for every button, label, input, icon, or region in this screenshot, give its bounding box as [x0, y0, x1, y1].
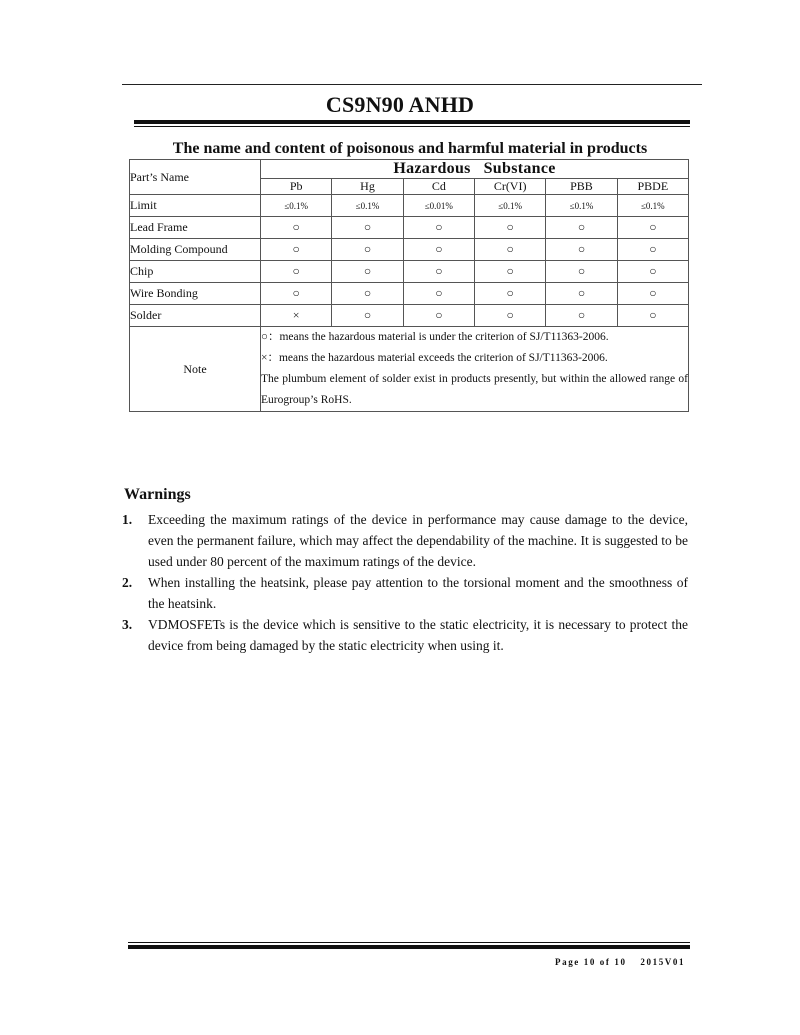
table-cell: ○: [403, 261, 474, 283]
footer-rule-thick: [128, 945, 690, 949]
note-line: ×：means the hazardous material exceeds the criterion of SJ/T11363-2006.: [261, 352, 608, 364]
table-row: [130, 283, 689, 305]
warning-text: Exceeding the maximum ratings of the device in performance may cause damage to the device, even the permanent failure, which may affect the dependability of the machine. It is suggested to be used under 80 percent of the maximum ratings of the device.: [148, 512, 688, 569]
limit-value: ≤0.1%: [261, 195, 332, 217]
limit-value: ≤0.1%: [332, 195, 403, 217]
footer-rule-thin: [128, 942, 690, 943]
table-cell: ○: [546, 217, 617, 239]
table-cell: ○: [474, 261, 545, 283]
hazardous-substance-table: [129, 159, 689, 412]
limit-row: [130, 195, 689, 217]
table-cell: ○: [546, 239, 617, 261]
part-name: Lead Frame: [130, 217, 261, 239]
table-cell: ○: [403, 283, 474, 305]
table-cell: ×: [261, 305, 332, 327]
table-cell: ○: [617, 217, 688, 239]
table-cell: ○: [332, 283, 403, 305]
table-cell: ○: [332, 305, 403, 327]
table-cell: ○: [474, 217, 545, 239]
table-cell: ○: [261, 239, 332, 261]
substance-header: PBDE: [617, 179, 688, 195]
table-cell: ○: [332, 261, 403, 283]
limit-value: ≤0.01%: [403, 195, 474, 217]
substance-header: PBB: [546, 179, 617, 195]
table-cell: ○: [403, 217, 474, 239]
warning-number: 2.: [122, 575, 133, 590]
table-cell: ○: [617, 305, 688, 327]
note-body: [261, 327, 689, 412]
header-rule: [122, 84, 702, 85]
table-cell: ○: [617, 239, 688, 261]
substance-header: Pb: [261, 179, 332, 195]
table-cell: ○: [474, 283, 545, 305]
page-number: Page 10 of 10: [555, 957, 627, 967]
warning-number: 3.: [122, 617, 133, 632]
substance-header: Cd: [403, 179, 474, 195]
limit-value: ≤0.1%: [474, 195, 545, 217]
version-label: 2015V01: [640, 957, 686, 967]
page-footer: [555, 957, 685, 967]
table-cell: ○: [261, 283, 332, 305]
note-line: The plumbum element of solder exist in products presently, but within the allowed range of Eurogroup’s RoHS.: [261, 373, 688, 406]
table-cell: ○: [332, 217, 403, 239]
warnings-list: [122, 509, 688, 656]
hazardous-substance-header: Hazardous Substance: [261, 160, 689, 179]
table-cell: ○: [332, 239, 403, 261]
note-row: [130, 327, 689, 412]
warnings-title: Warnings: [124, 486, 191, 503]
table-row: [130, 239, 689, 261]
table-cell: ○: [261, 217, 332, 239]
limit-label: Limit: [130, 195, 261, 217]
table-heading: The name and content of poisonous and harmful material in products: [172, 140, 648, 157]
part-name-header: Part’s Name: [130, 160, 261, 195]
table-row: [130, 217, 689, 239]
part-name: Solder: [130, 305, 261, 327]
warning-item: [122, 509, 688, 572]
warning-item: [122, 572, 688, 614]
table-cell: ○: [546, 283, 617, 305]
table-cell: ○: [403, 305, 474, 327]
table-cell: ○: [474, 239, 545, 261]
part-name: Wire Bonding: [130, 283, 261, 305]
warning-item: [122, 614, 688, 656]
table-cell: ○: [474, 305, 545, 327]
table-cell: ○: [617, 261, 688, 283]
table-row: [130, 261, 689, 283]
note-line: ○：means the hazardous material is under the criterion of SJ/T11363-2006.: [261, 331, 609, 343]
table-cell: ○: [617, 283, 688, 305]
limit-value: ≤0.1%: [617, 195, 688, 217]
table-cell: ○: [261, 261, 332, 283]
table-row: [130, 305, 689, 327]
part-name: Chip: [130, 261, 261, 283]
warning-number: 1.: [122, 512, 133, 527]
table-cell: ○: [403, 239, 474, 261]
document-title: CS9N90 ANHD: [325, 92, 475, 117]
title-rule-thin: [134, 126, 690, 127]
limit-value: ≤0.1%: [546, 195, 617, 217]
substance-header: Cr(VI): [474, 179, 545, 195]
table-header-row: [130, 160, 689, 179]
table-cell: ○: [546, 261, 617, 283]
note-label: Note: [130, 327, 261, 412]
warning-text: VDMOSFETs is the device which is sensitive to the static electricity, it is necessary to protect the device from being damaged by the static electricity when using it.: [148, 617, 688, 653]
warning-text: When installing the heatsink, please pay attention to the torsional moment and the smoothness of the heatsink.: [148, 575, 688, 611]
title-rule-thick: [134, 120, 690, 124]
table-cell: ○: [546, 305, 617, 327]
part-name: Molding Compound: [130, 239, 261, 261]
substance-header: Hg: [332, 179, 403, 195]
